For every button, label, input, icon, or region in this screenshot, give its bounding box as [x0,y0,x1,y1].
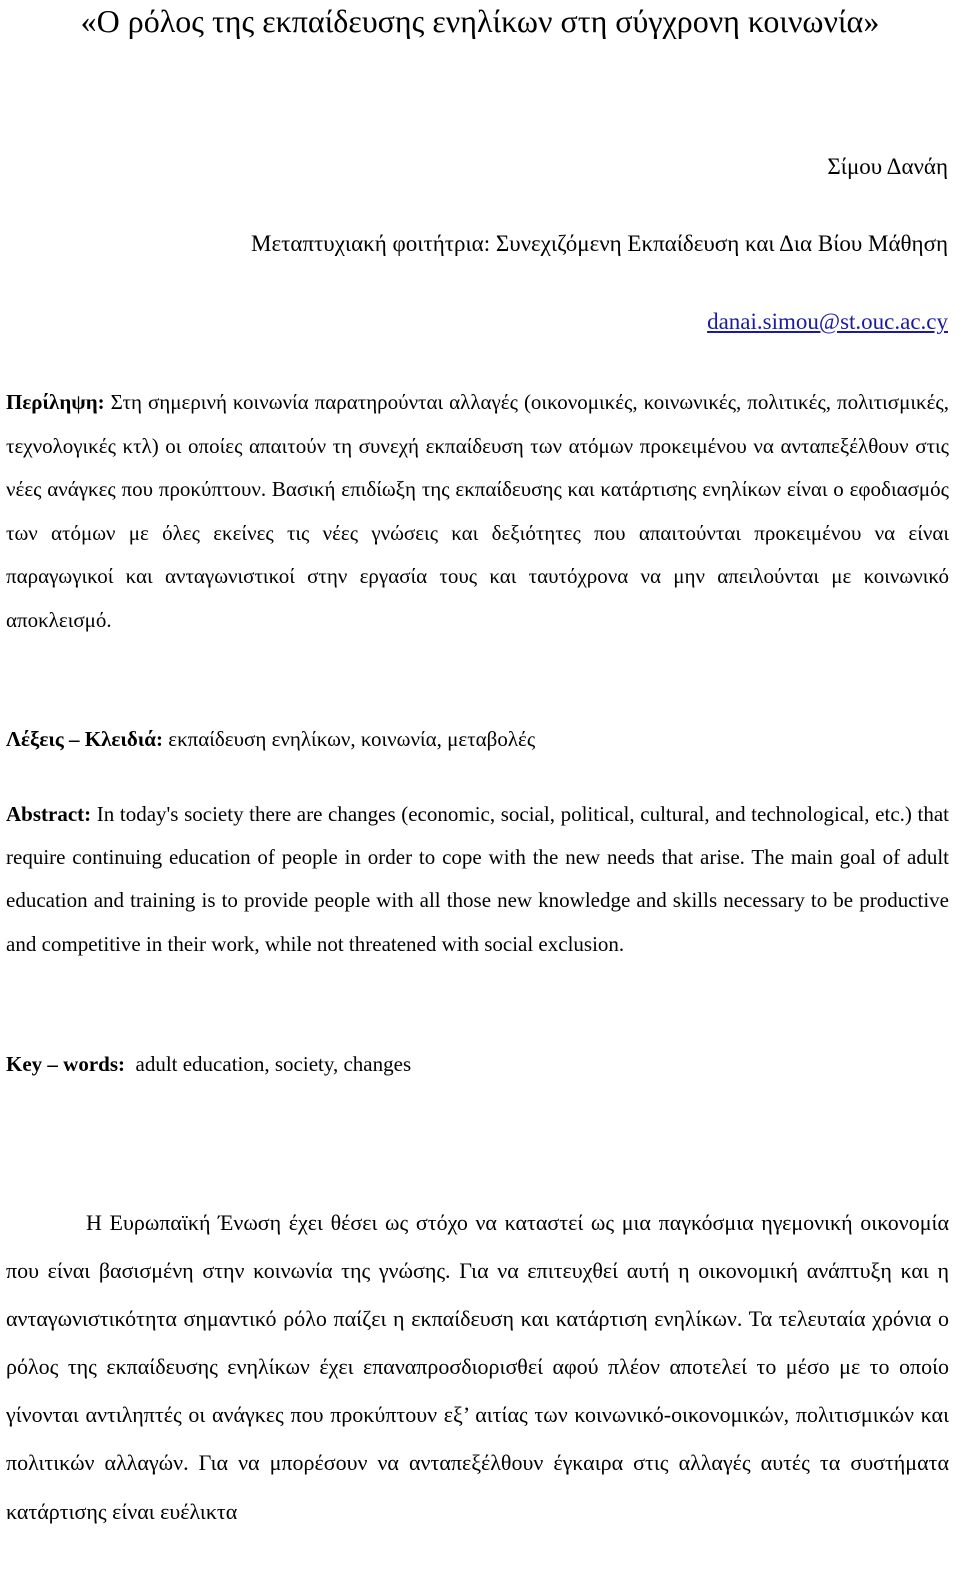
abstract-label: Abstract: [6,802,92,826]
english-keywords-label: Key – words: [6,1052,125,1076]
summary-label: Περίληψη: [6,390,105,414]
greek-keywords-label: Λέξεις – Κλειδιά: [6,727,163,751]
author-email-link[interactable]: danai.simou@st.ouc.ac.cy [707,309,948,334]
body-paragraph: Η Ευρωπαϊκή Ένωση έχει θέσει ως στόχο να καταστεί ως μια παγκόσμια ηγεμονική οικονομία που είναι βασισμένη στην κοινωνία της γνώσης. Για να επιτευχθεί αυτή η οικονομική ανάπτυξη και η ανταγωνιστικότητα σημαντικό ρόλο παίζει η εκπαίδευση και κατάρτιση ενηλίκων. Τα τελευταία χρόνια ο ρόλος της εκπαίδευσης ενηλίκων έχει επαναπροσδιορισθεί αφού πλέον αποτελεί το μέσο με το οποίο γίνονται αντιληπτές οι ανάγκες που προκύπτουν εξ’ αιτίας των κοινωνικό-οικονομικών, πολιτισμικών και πολιτικών αλλαγών. Για να μπορέσουν να ανταπεξέλθουν έγκαιρα στις αλλαγές αυτές τα συστήματα κατάρτισης είναι ευέλικτα [6,1210,949,1524]
greek-keywords-text: εκπαίδευση ενηλίκων, κοινωνία, μεταβολές [163,727,536,751]
english-keywords-text: adult education, society, changes [125,1052,412,1076]
summary-section [6,381,949,642]
author-name: Σίμου Δανάη [827,154,948,179]
author-role: Μεταπτυχιακή φοιτήτρια: Συνεχιζόμενη Εκπαίδευση και Δια Βίου Μάθηση [251,231,948,256]
abstract-section [6,793,949,966]
document-title: «Ο ρόλος της εκπαίδευσης ενηλίκων στη σύγχρονη κοινωνία» [80,3,880,39]
greek-keywords-section [6,718,949,761]
abstract-text: In today's society there are changes (economic, social, political, cultural, and technological, etc.) that require continuing education of people in order to cope with the new needs that arise. The main goal of adult education and training is to provide people with all those new knowledge and skills necessary to be productive and competitive in their work, while not threatened with social exclusion. [6,802,949,956]
summary-text: Στη σημερινή κοινωνία παρατηρούνται αλλαγές (οικονομικές, κοινωνικές, πολιτικές, πολιτισμικές, τεχνολογικές κτλ) οι οποίες απαιτούν τη συνεχή εκπαίδευση των ατόμων προκειμένου να ανταπεξέλθουν στις νέες ανάγκες που προκύπτουν. Βασική επιδίωξη της εκπαίδευσης και κατάρτισης ενηλίκων είναι ο εφοδιασμός των ατόμων με όλες εκείνες τις νέες γνώσεις και δεξιότητες που απαιτούνται προκειμένου να είναι παραγωγικοί και ανταγωνιστικοί στην εργασία τους και ταυτόχρονα να μην απειλούνται με κοινωνικό αποκλεισμό. [6,390,949,632]
english-keywords-section [6,1043,949,1086]
